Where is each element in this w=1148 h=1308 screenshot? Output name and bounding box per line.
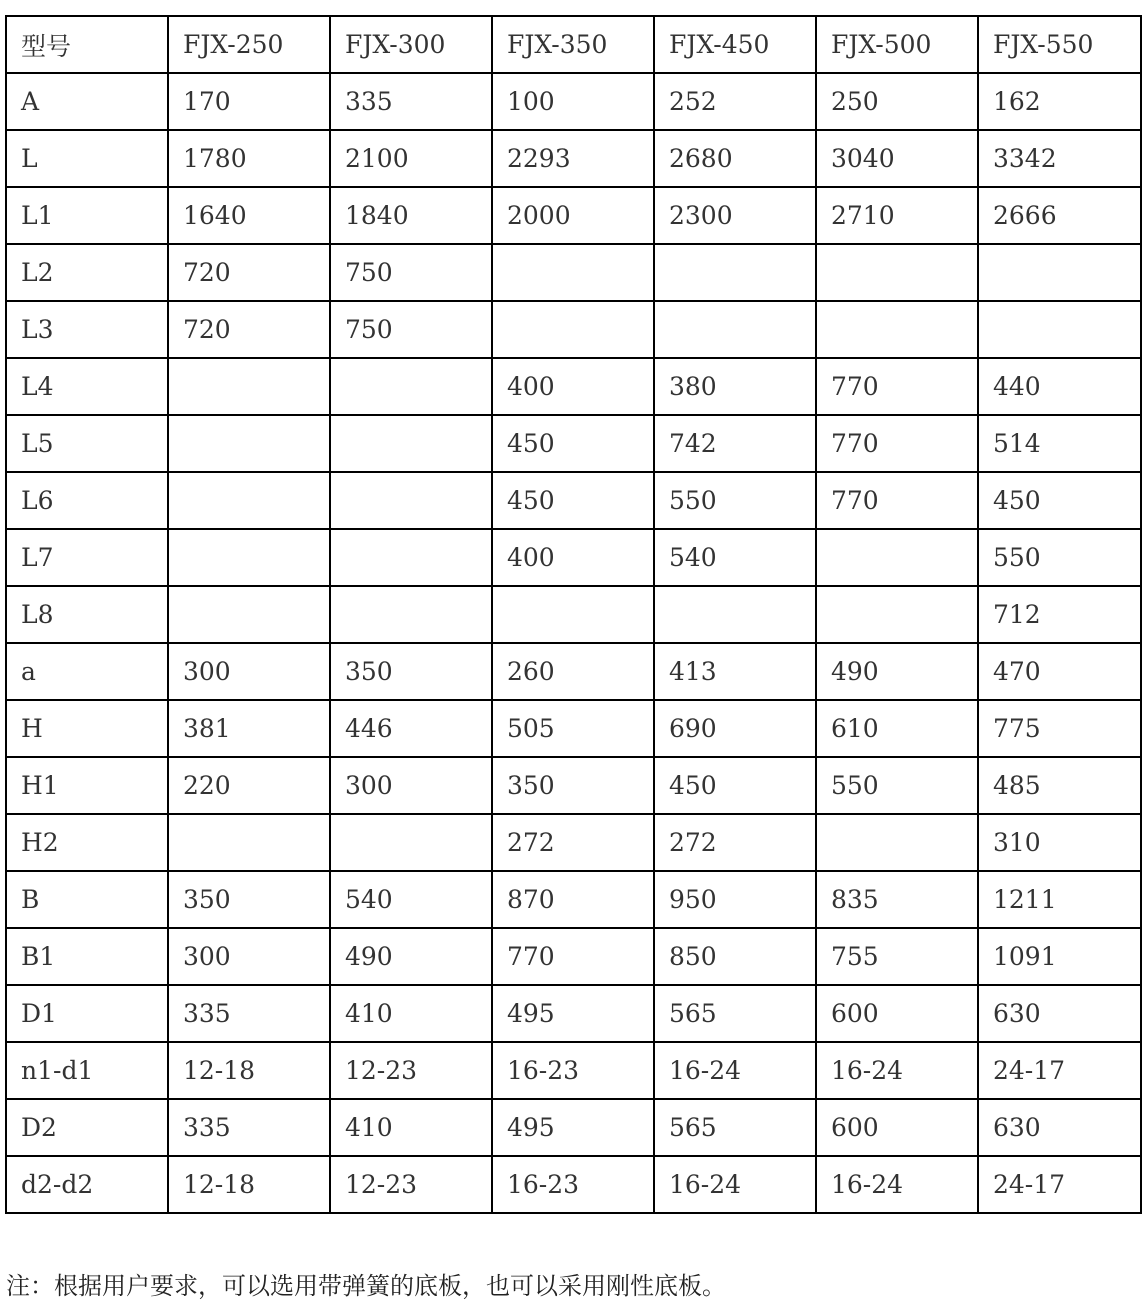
value-cell: 2100 bbox=[330, 130, 492, 187]
value-cell: 310 bbox=[978, 814, 1141, 871]
value-cell bbox=[816, 814, 978, 871]
value-cell bbox=[168, 472, 330, 529]
value-cell bbox=[168, 586, 330, 643]
value-cell: 272 bbox=[654, 814, 816, 871]
value-cell: 2680 bbox=[654, 130, 816, 187]
row-label-cell: A bbox=[6, 73, 168, 130]
value-cell: 410 bbox=[330, 985, 492, 1042]
header-cell-fjx-450: FJX-450 bbox=[654, 16, 816, 73]
value-cell: 450 bbox=[492, 472, 654, 529]
value-cell bbox=[654, 586, 816, 643]
row-label-cell: n1-d1 bbox=[6, 1042, 168, 1099]
value-cell: 550 bbox=[978, 529, 1141, 586]
value-cell: 750 bbox=[330, 301, 492, 358]
table-row bbox=[6, 586, 1141, 643]
value-cell: 470 bbox=[978, 643, 1141, 700]
value-cell bbox=[168, 814, 330, 871]
value-cell: 450 bbox=[978, 472, 1141, 529]
row-label-cell: L bbox=[6, 130, 168, 187]
table-row bbox=[6, 700, 1141, 757]
footnote: 注：根据用户要求，可以选用带弹簧的底板，也可以采用刚性底板。 bbox=[6, 1272, 726, 1300]
value-cell: 870 bbox=[492, 871, 654, 928]
value-cell: 2710 bbox=[816, 187, 978, 244]
value-cell bbox=[816, 244, 978, 301]
row-label-cell: B bbox=[6, 871, 168, 928]
value-cell: 490 bbox=[330, 928, 492, 985]
value-cell: 24-17 bbox=[978, 1156, 1141, 1213]
value-cell: 630 bbox=[978, 1099, 1141, 1156]
value-cell: 550 bbox=[654, 472, 816, 529]
value-cell: 775 bbox=[978, 700, 1141, 757]
value-cell: 770 bbox=[492, 928, 654, 985]
header-cell-model: 型号 bbox=[6, 16, 168, 73]
value-cell: 1091 bbox=[978, 928, 1141, 985]
value-cell: 540 bbox=[330, 871, 492, 928]
value-cell bbox=[330, 358, 492, 415]
value-cell: 550 bbox=[816, 757, 978, 814]
row-label-cell: L4 bbox=[6, 358, 168, 415]
value-cell: 335 bbox=[168, 1099, 330, 1156]
row-label-cell: H1 bbox=[6, 757, 168, 814]
value-cell: 1840 bbox=[330, 187, 492, 244]
value-cell: 2293 bbox=[492, 130, 654, 187]
value-cell: 350 bbox=[330, 643, 492, 700]
table-row bbox=[6, 1156, 1141, 1213]
value-cell bbox=[978, 301, 1141, 358]
row-label-cell: L1 bbox=[6, 187, 168, 244]
table-row bbox=[6, 472, 1141, 529]
row-label-cell: L7 bbox=[6, 529, 168, 586]
value-cell: 3040 bbox=[816, 130, 978, 187]
value-cell: 410 bbox=[330, 1099, 492, 1156]
value-cell bbox=[330, 529, 492, 586]
value-cell bbox=[492, 586, 654, 643]
value-cell: 505 bbox=[492, 700, 654, 757]
value-cell: 446 bbox=[330, 700, 492, 757]
value-cell: 16-24 bbox=[816, 1042, 978, 1099]
value-cell: 770 bbox=[816, 358, 978, 415]
table-row bbox=[6, 814, 1141, 871]
value-cell bbox=[492, 244, 654, 301]
row-label-cell: D1 bbox=[6, 985, 168, 1042]
value-cell: 250 bbox=[816, 73, 978, 130]
value-cell: 850 bbox=[654, 928, 816, 985]
value-cell: 514 bbox=[978, 415, 1141, 472]
value-cell: 495 bbox=[492, 1099, 654, 1156]
value-cell: 1640 bbox=[168, 187, 330, 244]
value-cell: 1211 bbox=[978, 871, 1141, 928]
value-cell: 16-23 bbox=[492, 1042, 654, 1099]
value-cell: 565 bbox=[654, 1099, 816, 1156]
value-cell: 3342 bbox=[978, 130, 1141, 187]
header-row bbox=[6, 16, 1141, 73]
value-cell: 16-24 bbox=[816, 1156, 978, 1213]
table-row bbox=[6, 73, 1141, 130]
row-label-cell: L8 bbox=[6, 586, 168, 643]
row-label-cell: L5 bbox=[6, 415, 168, 472]
value-cell: 600 bbox=[816, 985, 978, 1042]
table-row bbox=[6, 529, 1141, 586]
value-cell: 272 bbox=[492, 814, 654, 871]
value-cell: 495 bbox=[492, 985, 654, 1042]
value-cell: 300 bbox=[168, 643, 330, 700]
value-cell: 380 bbox=[654, 358, 816, 415]
value-cell: 1780 bbox=[168, 130, 330, 187]
value-cell: 2300 bbox=[654, 187, 816, 244]
value-cell: 400 bbox=[492, 358, 654, 415]
value-cell: 16-23 bbox=[492, 1156, 654, 1213]
value-cell: 12-23 bbox=[330, 1156, 492, 1213]
table-row bbox=[6, 187, 1141, 244]
header-cell-fjx-550: FJX-550 bbox=[978, 16, 1141, 73]
value-cell: 750 bbox=[330, 244, 492, 301]
value-cell: 565 bbox=[654, 985, 816, 1042]
row-label-cell: L2 bbox=[6, 244, 168, 301]
value-cell: 12-18 bbox=[168, 1042, 330, 1099]
table-row bbox=[6, 1099, 1141, 1156]
value-cell: 742 bbox=[654, 415, 816, 472]
table-row bbox=[6, 415, 1141, 472]
header-cell-fjx-350: FJX-350 bbox=[492, 16, 654, 73]
value-cell bbox=[654, 244, 816, 301]
value-cell: 835 bbox=[816, 871, 978, 928]
table-row bbox=[6, 985, 1141, 1042]
table-row bbox=[6, 301, 1141, 358]
value-cell: 12-23 bbox=[330, 1042, 492, 1099]
value-cell bbox=[330, 415, 492, 472]
value-cell: 335 bbox=[168, 985, 330, 1042]
value-cell: 350 bbox=[492, 757, 654, 814]
value-cell: 690 bbox=[654, 700, 816, 757]
value-cell: 720 bbox=[168, 244, 330, 301]
value-cell: 100 bbox=[492, 73, 654, 130]
value-cell: 300 bbox=[168, 928, 330, 985]
row-label-cell: H bbox=[6, 700, 168, 757]
value-cell: 485 bbox=[978, 757, 1141, 814]
value-cell: 381 bbox=[168, 700, 330, 757]
value-cell: 755 bbox=[816, 928, 978, 985]
value-cell: 16-24 bbox=[654, 1156, 816, 1213]
value-cell: 252 bbox=[654, 73, 816, 130]
value-cell: 400 bbox=[492, 529, 654, 586]
value-cell: 170 bbox=[168, 73, 330, 130]
value-cell: 2666 bbox=[978, 187, 1141, 244]
value-cell: 770 bbox=[816, 472, 978, 529]
value-cell: 413 bbox=[654, 643, 816, 700]
value-cell: 720 bbox=[168, 301, 330, 358]
value-cell: 490 bbox=[816, 643, 978, 700]
value-cell: 450 bbox=[492, 415, 654, 472]
value-cell: 712 bbox=[978, 586, 1141, 643]
table-row bbox=[6, 244, 1141, 301]
row-label-cell: B1 bbox=[6, 928, 168, 985]
spec-table bbox=[5, 15, 1142, 1214]
value-cell bbox=[168, 358, 330, 415]
value-cell: 630 bbox=[978, 985, 1141, 1042]
value-cell bbox=[330, 586, 492, 643]
table-row bbox=[6, 130, 1141, 187]
value-cell: 770 bbox=[816, 415, 978, 472]
value-cell bbox=[330, 814, 492, 871]
value-cell bbox=[816, 586, 978, 643]
spec-table-body bbox=[6, 16, 1141, 1213]
row-label-cell: L3 bbox=[6, 301, 168, 358]
value-cell: 350 bbox=[168, 871, 330, 928]
row-label-cell: d2-d2 bbox=[6, 1156, 168, 1213]
value-cell: 440 bbox=[978, 358, 1141, 415]
table-row bbox=[6, 1042, 1141, 1099]
value-cell: 162 bbox=[978, 73, 1141, 130]
value-cell: 950 bbox=[654, 871, 816, 928]
row-label-cell: L6 bbox=[6, 472, 168, 529]
header-cell-fjx-250: FJX-250 bbox=[168, 16, 330, 73]
row-label-cell: a bbox=[6, 643, 168, 700]
value-cell: 335 bbox=[330, 73, 492, 130]
value-cell bbox=[492, 301, 654, 358]
value-cell bbox=[330, 472, 492, 529]
value-cell: 610 bbox=[816, 700, 978, 757]
value-cell: 300 bbox=[330, 757, 492, 814]
header-cell-fjx-300: FJX-300 bbox=[330, 16, 492, 73]
value-cell: 16-24 bbox=[654, 1042, 816, 1099]
value-cell: 2000 bbox=[492, 187, 654, 244]
value-cell bbox=[816, 301, 978, 358]
value-cell bbox=[168, 529, 330, 586]
table-row bbox=[6, 757, 1141, 814]
header-cell-fjx-500: FJX-500 bbox=[816, 16, 978, 73]
value-cell: 540 bbox=[654, 529, 816, 586]
value-cell bbox=[816, 529, 978, 586]
value-cell: 220 bbox=[168, 757, 330, 814]
value-cell: 24-17 bbox=[978, 1042, 1141, 1099]
value-cell bbox=[168, 415, 330, 472]
value-cell bbox=[654, 301, 816, 358]
table-row bbox=[6, 358, 1141, 415]
value-cell: 450 bbox=[654, 757, 816, 814]
table-row bbox=[6, 928, 1141, 985]
value-cell: 600 bbox=[816, 1099, 978, 1156]
value-cell: 12-18 bbox=[168, 1156, 330, 1213]
table-row bbox=[6, 643, 1141, 700]
value-cell: 260 bbox=[492, 643, 654, 700]
row-label-cell: H2 bbox=[6, 814, 168, 871]
table-row bbox=[6, 871, 1141, 928]
value-cell bbox=[978, 244, 1141, 301]
row-label-cell: D2 bbox=[6, 1099, 168, 1156]
